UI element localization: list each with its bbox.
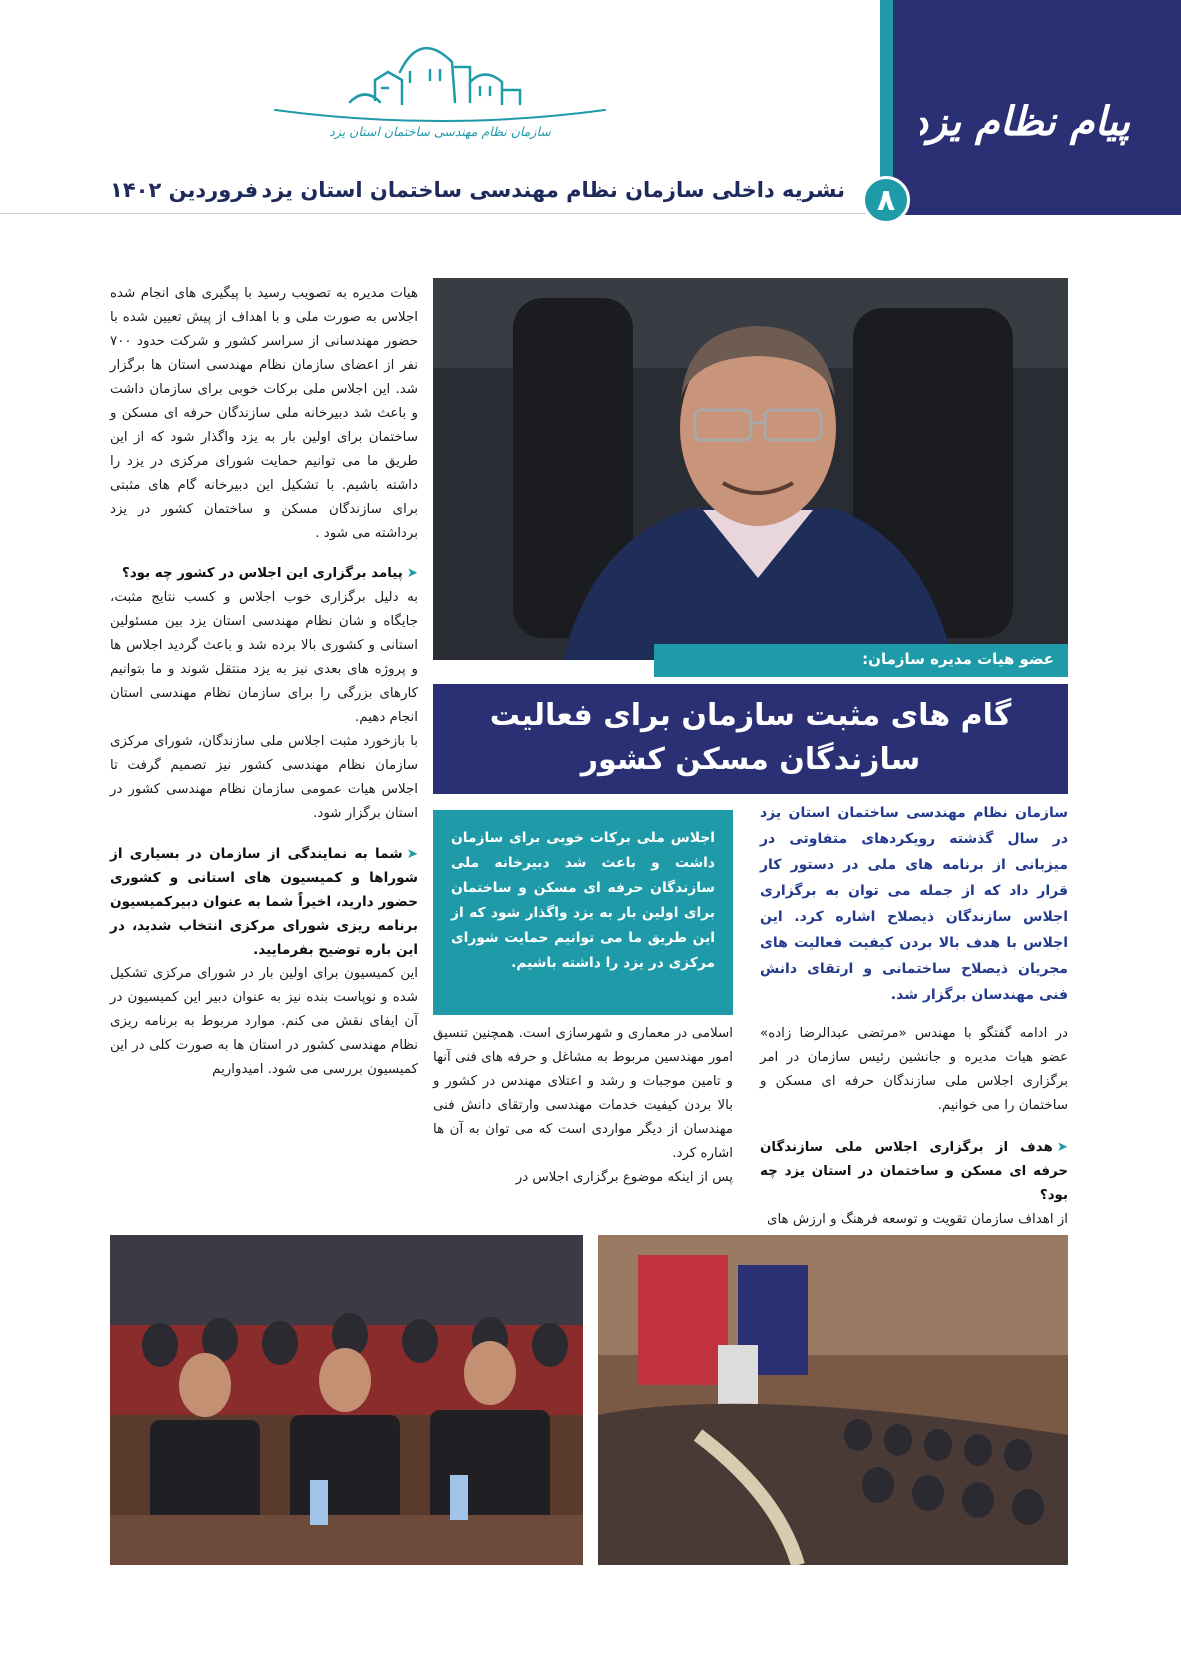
interview-answer: این کمیسیون برای اولین بار در شورای مرکزی تشکیل شده و نوپاست بنده نیز به عنوان دبیر این کمیسیون در آن ایفای نقش می کنم. موارد مربوط به برنامه ریزی نظام مهندسی کشور در استان ها به صورت کلی در این کمیسیون بررسی می شود. امیدواریم xyxy=(110,966,418,1077)
headline-line: سازندگان مسکن کشور xyxy=(580,742,921,777)
intro-paragraph: در ادامه گفتگو با مهندس «مرتضی عبدالرضا زاده» عضو هیات مدیره و جانشین رئیس سازمان در امر برگزاری اجلاس ملی سازندگان حرفه ای مسکن و ساختمان را می خوانیم. xyxy=(760,1026,1068,1113)
interview-question: ➤ هدف از برگزاری اجلاس ملی سازندگان حرفه ای مسکن و ساختمان در استان یزد چه بود؟ xyxy=(760,1136,1068,1208)
right-text-column xyxy=(760,1022,1068,1227)
page-number-badge: ۸ xyxy=(862,176,910,224)
article-lead: سازمان نظام مهندسی ساختمان استان یزد در سال گذشته رویکردهای متفاوتی در میزبانی از برنامه های ملی در دستور کار قرار داد که از جمله می توان به برگزاری اجلاس سازندگان ذیصلاح اشاره کرد. این اجلاس با هدف بالا بردن کیفیت فعالیت های مجریان ذیصلاح ساختمانی و ارتقای دانش فنی مهندسان برگزار شد. xyxy=(760,805,1068,1003)
article-headline xyxy=(433,684,1068,794)
masthead-script-title xyxy=(920,40,1150,190)
headline-line: گام های مثبت سازمان برای فعالیت xyxy=(489,698,1012,733)
organization-logo xyxy=(270,32,610,147)
middle-column-paragraph: اسلامی در معماری و شهرسازی است. همچنین تنسیق امور مهندسین مربوط به مشاغل و حرفه های فنی آنها و تامین موجبات و رشد و اعتلای مهندس در کشور و بالا بردن کیفیت خدمات مهندسی وارتقای دانش فنی مهندسان از دیگر مواردی است که می توان به آن ها اشاره کرد. xyxy=(433,1026,733,1161)
interview-answer: با بازخورد مثبت اجلاس ملی سازندگان، شورای مرکزی سازمان نظام مهندسی کشور نیز تصمیم گرفت تا اجلاس هیات عمومی سازمان نظام مهندسی کشور در استان برگزار شود. xyxy=(110,734,418,821)
issue-date: فروردین ۱۴۰۲ xyxy=(110,178,259,202)
interview-question: ➤ پیامد برگزاری این اجلاس در کشور چه بود؟ xyxy=(110,562,418,586)
svg-text:پیام نظام یزد: پیام نظام یزد xyxy=(920,98,1130,145)
interview-answer: از اهداف سازمان تقویت و توسعه فرهنگ و ارزش های xyxy=(767,1212,1068,1227)
svg-text:سازمان نظام مهندسی ساختمان است: سازمان نظام مهندسی ساختمان استان یزد xyxy=(329,124,551,139)
left-text-column xyxy=(110,282,418,1212)
event-photo-hall xyxy=(598,1235,1068,1565)
interviewee-portrait xyxy=(433,278,1068,660)
event-photo-guests xyxy=(110,1235,583,1565)
middle-column-paragraph: پس از اینکه موضوع برگزاری اجلاس در xyxy=(515,1170,733,1185)
middle-text-column xyxy=(433,1022,733,1212)
header-rule xyxy=(0,213,893,214)
interview-question: ➤ شما به نمایندگی از سازمان در بسیاری از شوراها و کمیسیون های استانی و کشوری حضور دارید، اخیراً شما به عنوان دبیرکمیسیون برنامه ریزی شورای مرکزی انتخاب شدید، در این باره توضیح بفرمایید. xyxy=(110,842,418,962)
left-column-paragraph: هیات مدیره به تصویب رسید با پیگیری های انجام شده اجلاس به صورت ملی و با اهداف از پیش تعیین شده با حضور مهندسانی از سراسر کشور و شرکت حدود ۷۰۰ نفر از اعضای سازمان نظام مهندسی استان ها برگزار شد. این اجلاس ملی برکات خوبی برای سازمان داشت و باعث شد دبیرخانه ملی سازندگان حرفه ای مسکن و ساختمان برای اولین بار به یزد واگذار شود که از این طریق ما می توانیم حمایت شورای مرکزی در یزد را داشته باشیم. با تشکیل این دبیرخانه گام های مثبتی برای سازندگان مسکن و ساختمان کشور در یزد برداشته می شود . xyxy=(110,286,418,541)
publication-title: نشریه داخلی سازمان نظام مهندسی ساختمان استان یزد xyxy=(261,178,845,202)
interview-answer: به دلیل برگزاری خوب اجلاس و کسب نتایج مثبت، جایگاه و شان نظام مهندسی استان یزد بین مسئولین استانی و کشوری بالا برده شد و باعث گردید اجلاس ها و پروژه های بعدی نیز به یزد منتقل شوند و ما بتوانیم کارهای بزرگی را برای سازمان نظام مهندسی استان انجام دهیم. xyxy=(110,590,418,725)
article-kicker: عضو هیات مدیره سازمان: xyxy=(654,644,1068,677)
pull-quote-box: اجلاس ملی برکات خوبی برای سازمان داشت و باعث شد دبیرخانه ملی سازندگان حرفه ای مسکن و ساختمان برای اولین بار به یزد واگذار شود که از این طریق ما می توانیم حمایت شورای مرکزی در یزد را داشته باشیم. xyxy=(433,810,733,1015)
